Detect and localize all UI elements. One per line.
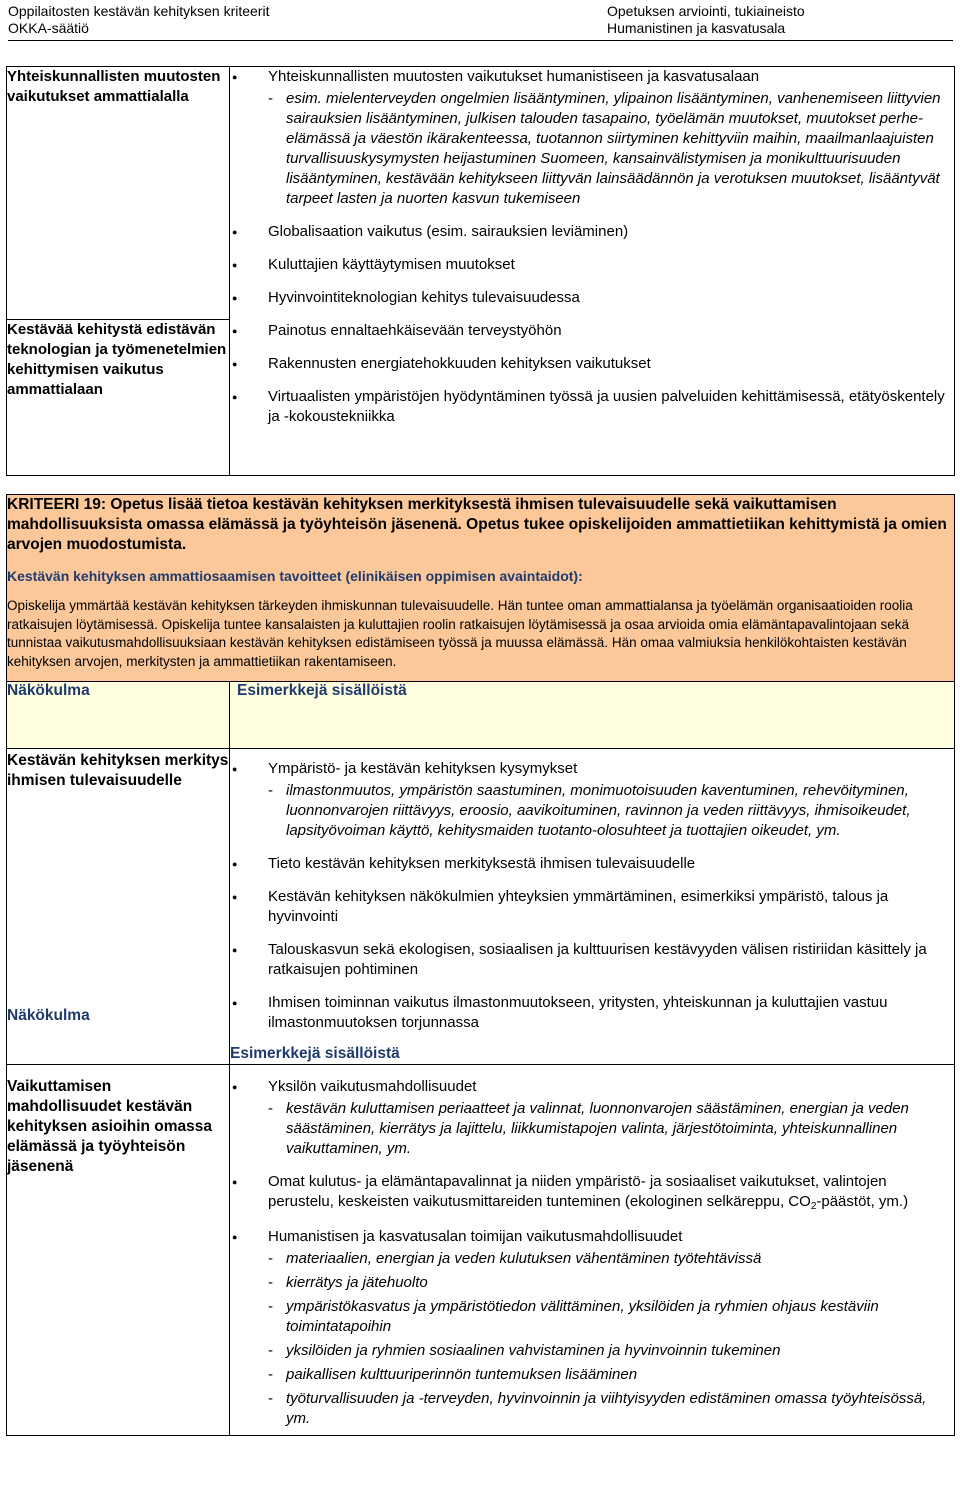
doc-header-right [607,3,805,37]
table-row [7,1065,955,1436]
list-item: - esim. mielenterveyden ongelmien lisääntyminen, ylipainon lisääntyminen, vanhenemiseen liittyvien sairauksien lisääntyminen, julkisen talouden tasapaino, työelämän muutokset, muutokset perhe-elämässä ja väestön ikärakenteessa, tuotannon siirtyminen kehittyviin maihin, maailmanlaajuisten turvallisuuskysymysten heijastuminen Suomeen, kansainvälistymisen ja monikulttuurisuuden lisääntyminen, kestävään kehitykseen liittyvän lainsäädännön ja verotuksen muutokset, lisääntyvät tarpeet lasten ja nuorten kasvun tukemiseen [230,89,954,209]
row-label-technology: Kestävää kehitystä edistävän teknologian ja työmenetelmien kehittymisen vaikutus ammattialaan [7,320,230,476]
list-item: ● Rakennusten energiatehokkuuden kehityksen vaikutukset [230,354,954,374]
dash-list [268,89,954,209]
content-cell [230,67,955,476]
list-item: ● Virtuaalisten ympäristöjen hyödyntäminen työssä ja uusien palveluiden kehittämisessä, etätyöskentely ja -kokoustekniikka [230,387,954,427]
row-label-influence: Vaikuttamisen mahdollisuudet kestävän kehityksen asioihin omassa elämässä ja työyhteisön jäsenenä [7,1065,230,1436]
row-label-societal-changes: Yhteiskunnallisten muutosten vaikutukset ammattialalla [7,67,230,320]
table-row [7,749,955,1065]
bullet-list [230,759,954,1033]
changes-table [6,66,955,476]
bullet-text: Ympäristö- ja kestävän kehityksen kysymykset [268,760,578,777]
criteria-table [6,494,955,1436]
dash-list [268,1099,954,1159]
list-item: ● Kuluttajien käyttäytymisen muutokset [230,255,954,275]
criterion-description [7,597,954,671]
list-item: - työturvallisuuden ja -terveyden, hyvinvoinnin ja viihtyisyyden edistäminen omassa työyhteisössä, ym. [230,1389,954,1429]
bullet-text: Humanistisen ja kasvatusalan toimijan vaikutusmahdollisuudet [268,1228,683,1245]
list-item: ● Ihmisen toiminnan vaikutus ilmastonmuutokseen, yritysten, yhteiskunnan ja kuluttajien vastuu ilmastonmuutoksen torjunnassa [230,993,954,1033]
column-header-perspective: Näkökulma [7,682,230,749]
list-item: - kierrätys ja jätehuolto [230,1273,954,1293]
list-item: ● Hyvinvointiteknologian kehitys tulevaisuudessa [230,288,954,308]
list-item: - ilmastonmuutos, ympäristön saastuminen, monimuotoisuuden kaventuminen, rehevöityminen, luonnonvarojen riittävyys, eroosio, aavikoituminen, ravinnon ja veden riittävyys, ihmisoikeudet, lapsityövoiman käyttö, kehitysmaiden tuotanto-olosuhteet ja tuottajien oikeudet, ym. [230,781,954,841]
list-item: - yksilöiden ja ryhmien sosiaalinen vahvistaminen ja hyvinvoinnin tukeminen [230,1341,954,1361]
bullet-text: -päästöt, ym.) [816,1193,909,1210]
table-row [7,67,955,320]
list-item: - materiaalien, energian ja veden kulutuksen vähentäminen työtehtävissä [230,1249,954,1269]
criterion-title: KRITEERI 19: Opetus lisää tietoa kestävän kehityksen merkityksestä ihmisen tulevaisuudelle sekä vaikuttamisen mahdollisuuksista omassa elämässä ja työyhteisön jäsenenä. Opetus tukee opiskelijoiden ammattietiikan kehittymistä ja omien arvojen muodostumista. [7,496,947,553]
column-header-row [7,682,955,749]
list-item: ● Talouskasvun sekä ekologisen, sosiaalisen ja kulttuurisen kestävyyden välisen ristiriidan käsittely ja ratkaisujen pohtiminen [230,940,954,980]
header-organization: OKKA-säätiö [8,20,89,36]
bullet-text: Yksilön vaikutusmahdollisuudet [268,1078,477,1095]
bullet-text: Yhteiskunnallisten muutosten vaikutukset humanistiseen ja kasvatusalaan [268,68,760,85]
criterion-body-part2: Opiskelija tuntee kansalaisten ja kuluttajien roolin ratkaisujen löytämisessä ja osaa arvioida omia elämäntapavalintojaan sekä tunnistaa vaikutusmahdollisuuksiaan kestävän kehityksen edistämiseen työssä ja muussa elämässä. Hän omaa valmiuksia henkilökohtaisten kestävän kehityksen arvojen, merkitysten ja ammattietiikan rakentamiseen. [7,616,910,669]
header-divider [8,40,953,41]
list-item: ● Kestävän kehityksen näkökulmien yhteyksien ymmärtäminen, esimerkiksi ympäristö, talous ja hyvinvointi [230,887,954,927]
repeated-header-perspective: Näkökulma [7,1007,90,1024]
doc-header-left [8,3,269,37]
repeated-header-examples: Esimerkkejä sisällöistä [230,1045,400,1062]
list-item [230,1172,954,1214]
list-item [230,759,954,841]
column-header-examples: Esimerkkejä sisällöistä [230,682,955,749]
row-perspective-cell [7,749,230,1065]
bullet-text: Omat kulutus- ja elämäntapavalinnat ja niiden ympäristö- ja sosiaaliset vaikutukset, valintojen perustelu, keskeisten vaikutusmittareiden tunteminen (ekologinen selkäreppu, CO [268,1173,887,1210]
bullet-list [230,1077,954,1429]
criterion-subtitle: Kestävän kehityksen ammattiosaamisen tavoitteet (elinikäisen oppimisen avaintaidot): [7,568,583,584]
list-item: ● Tieto kestävän kehityksen merkityksestä ihmisen tulevaisuudelle [230,854,954,874]
list-item: - ympäristökasvatus ja ympäristötiedon välittäminen, yksilöiden ja ryhmien ohjaus kestäviin toimintatapoihin [230,1297,954,1337]
dash-list [268,781,954,841]
list-item: ● Painotus ennaltaehkäisevään terveystyöhön [230,321,954,341]
criterion-header-row [7,495,955,682]
header-document-title: Oppilaitosten kestävän kehityksen kriteerit [8,3,270,19]
subscript: 2 [810,1201,817,1212]
list-item [230,1227,954,1429]
list-item: - paikallisen kulttuuriperinnön tuntemuksen lisääminen [230,1365,954,1385]
content-cell [230,1065,955,1436]
criterion-body-part1: Opiskelija ymmärtää kestävän kehityksen tärkeyden ihmiskunnan tulevaisuudelle. Hän tuntee oman ammattialansa ja työelämän organisaatioiden roolia ratkaisujen löytämisessä. [7,598,913,632]
header-section-title: Opetuksen arviointi, tukiaineisto [607,3,805,19]
content-cell [230,749,955,1065]
dash-list [268,1249,954,1429]
list-item: ● Globalisaation vaikutus (esim. sairauksien leviäminen) [230,222,954,242]
row-label-significance: Kestävän kehityksen merkitys ihmisen tulevaisuudelle [7,752,229,789]
list-item [230,67,954,209]
list-item: - kestävän kuluttamisen periaatteet ja valinnat, luonnonvarojen säästäminen, energian ja veden säästäminen, kierrätys ja lajittelu, liikkumistapojen valinta, järjestötoiminta, yhteiskunnallinen vaikuttaminen, ym. [230,1099,954,1159]
bullet-list [230,67,954,427]
criterion-cell [7,495,955,682]
list-item [230,1077,954,1159]
header-field-name: Humanistinen ja kasvatusala [607,20,786,36]
